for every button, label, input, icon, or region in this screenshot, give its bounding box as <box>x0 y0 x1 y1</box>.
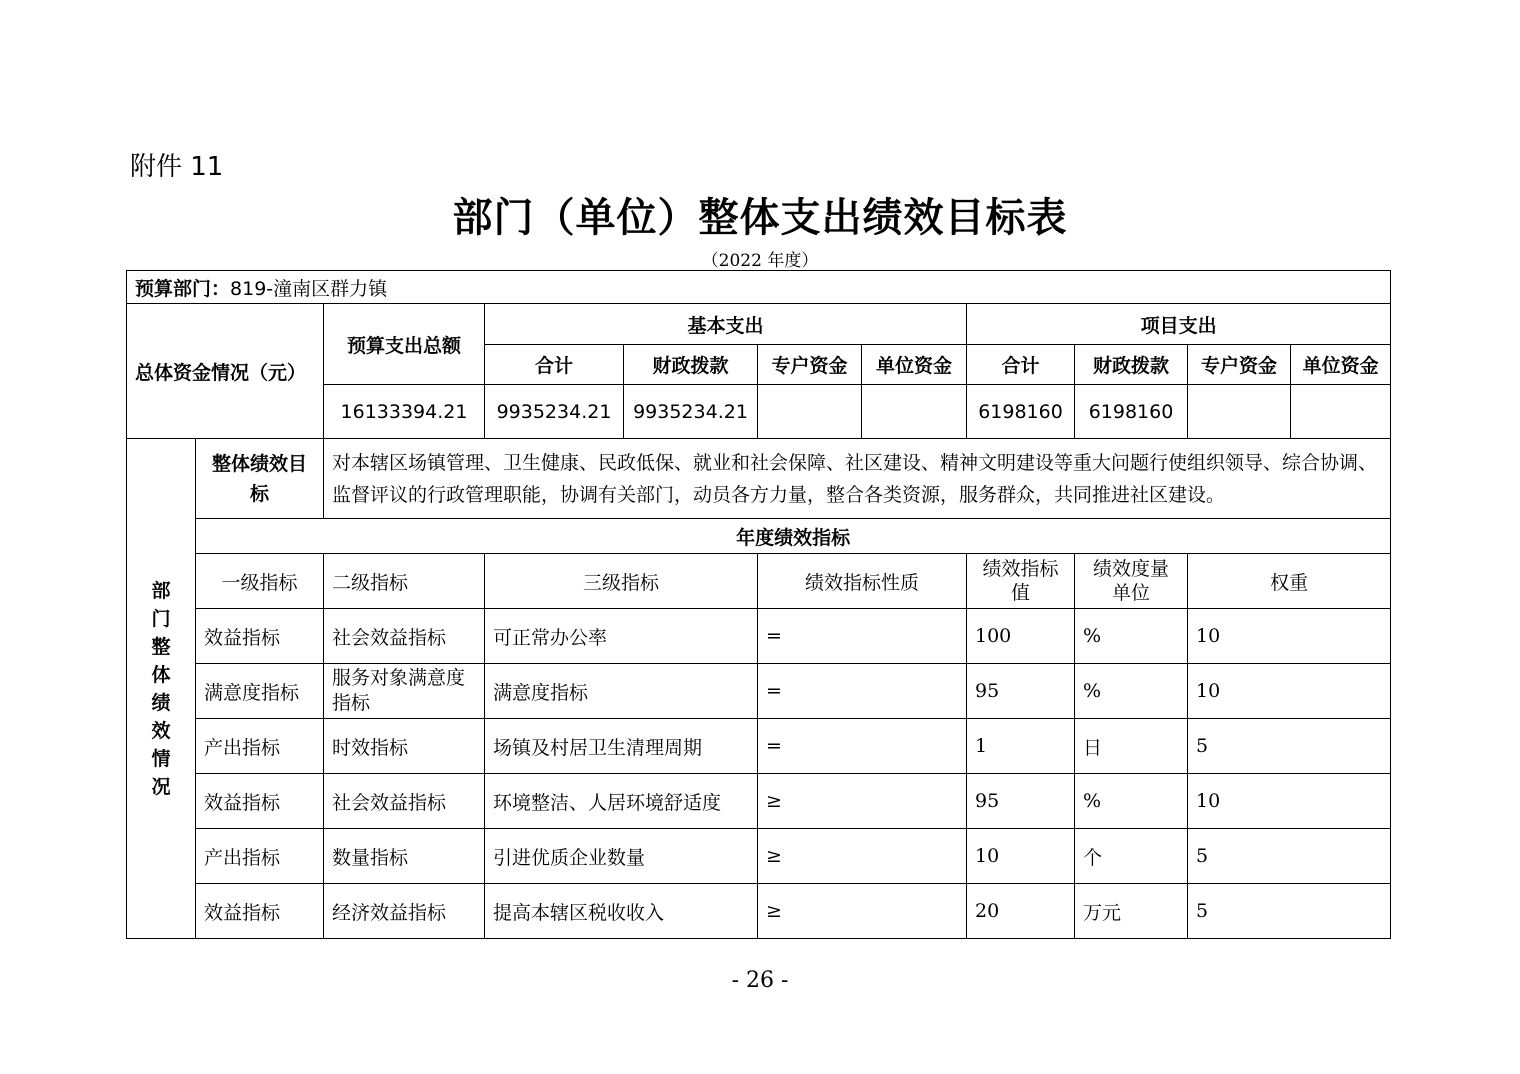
row-level3: 引进优质企业数量 <box>485 829 758 884</box>
project-fiscal-header: 财政拨款 <box>1075 345 1188 385</box>
col-level2: 二级指标 <box>324 554 485 609</box>
row-level1: 产出指标 <box>196 719 324 774</box>
row-value: 95 <box>967 664 1075 719</box>
row-weight: 10 <box>1188 774 1391 829</box>
goal-label: 整体绩效目 标 <box>196 439 324 519</box>
row-level3: 场镇及村居卫生清理周期 <box>485 719 758 774</box>
row-level1: 产出指标 <box>196 829 324 884</box>
project-fiscal-value: 6198160 <box>1075 385 1188 439</box>
project-total-value: 6198160 <box>967 385 1075 439</box>
budget-dept-value: 819-潼南区群力镇 <box>230 277 388 300</box>
table-row <box>127 829 1391 884</box>
annual-header-row <box>127 519 1391 554</box>
table-row <box>127 774 1391 829</box>
row-unit: % <box>1075 609 1188 664</box>
table-row <box>127 609 1391 664</box>
table-row <box>127 884 1391 939</box>
table-row <box>127 664 1391 719</box>
row-weight: 10 <box>1188 664 1391 719</box>
row-weight: 10 <box>1188 609 1391 664</box>
row-value: 20 <box>967 884 1075 939</box>
row-value: 1 <box>967 719 1075 774</box>
row-level2: 经济效益指标 <box>324 884 485 939</box>
row-weight: 5 <box>1188 829 1391 884</box>
annual-indicators-header: 年度绩效指标 <box>196 519 1391 554</box>
budget-dept-label: 预算部门： <box>135 277 231 300</box>
row-unit: 万元 <box>1075 884 1188 939</box>
col-unit: 绩效度量 单位 <box>1075 554 1188 609</box>
row-weight: 5 <box>1188 719 1391 774</box>
project-unit-header: 单位资金 <box>1291 345 1391 385</box>
row-weight: 5 <box>1188 884 1391 939</box>
funding-row-label: 总体资金情况（元） <box>127 304 324 439</box>
row-level2: 时效指标 <box>324 719 485 774</box>
row-level3: 可正常办公率 <box>485 609 758 664</box>
row-nature: = <box>758 719 967 774</box>
row-nature: ≥ <box>758 829 967 884</box>
total-budget-header: 预算支出总额 <box>324 304 485 385</box>
annex-label: 附件 11 <box>130 152 224 182</box>
indicator-columns-row <box>127 554 1391 609</box>
basic-fiscal-header: 财政拨款 <box>624 345 758 385</box>
basic-special-value <box>758 385 862 439</box>
row-level1: 效益指标 <box>196 884 324 939</box>
row-level3: 满意度指标 <box>485 664 758 719</box>
row-level2: 服务对象满意度指标 <box>324 664 485 719</box>
row-level1: 效益指标 <box>196 609 324 664</box>
project-special-value <box>1188 385 1291 439</box>
row-unit: 个 <box>1075 829 1188 884</box>
basic-unit-header: 单位资金 <box>862 345 967 385</box>
basic-total-value: 9935234.21 <box>485 385 624 439</box>
row-level3: 提高本辖区税收收入 <box>485 884 758 939</box>
col-level1: 一级指标 <box>196 554 324 609</box>
row-level3: 环境整洁、人居环境舒适度 <box>485 774 758 829</box>
row-level2: 数量指标 <box>324 829 485 884</box>
col-value: 绩效指标 值 <box>967 554 1075 609</box>
row-nature: = <box>758 664 967 719</box>
basic-total-header: 合计 <box>485 345 624 385</box>
row-level2: 社会效益指标 <box>324 609 485 664</box>
page-subtitle: （2022 年度） <box>701 251 819 271</box>
project-special-header: 专户资金 <box>1188 345 1291 385</box>
performance-target-table <box>126 270 1391 939</box>
goal-row <box>127 439 1391 519</box>
page-number: - 26 - <box>731 968 789 993</box>
col-weight: 权重 <box>1188 554 1391 609</box>
row-unit: 日 <box>1075 719 1188 774</box>
row-value: 10 <box>967 829 1075 884</box>
table-row <box>127 719 1391 774</box>
goal-text: 对本辖区场镇管理、卫生健康、民政低保、就业和社会保障、社区建设、精神文明建设等重大问题行使组织领导、综合协调、监督评议的行政管理职能，协调有关部门，动员各方力量，整合各类资源，服务群众，共同推进社区建设。 <box>324 439 1391 519</box>
row-level1: 满意度指标 <box>196 664 324 719</box>
col-level3: 三级指标 <box>485 554 758 609</box>
project-expense-header: 项目支出 <box>967 304 1391 345</box>
performance-side-label: 部 门 整 体 绩 效 情 况 <box>127 439 196 939</box>
project-unit-value <box>1291 385 1391 439</box>
row-unit: % <box>1075 664 1188 719</box>
col-nature: 绩效指标性质 <box>758 554 967 609</box>
budget-dept-cell <box>127 271 1391 304</box>
basic-unit-value <box>862 385 967 439</box>
row-value: 95 <box>967 774 1075 829</box>
basic-special-header: 专户资金 <box>758 345 862 385</box>
row-unit: % <box>1075 774 1188 829</box>
basic-fiscal-value: 9935234.21 <box>624 385 758 439</box>
row-level1: 效益指标 <box>196 774 324 829</box>
budget-dept-row <box>127 271 1391 304</box>
row-nature: ≥ <box>758 884 967 939</box>
row-nature: ≥ <box>758 774 967 829</box>
project-total-header: 合计 <box>967 345 1075 385</box>
total-budget-value: 16133394.21 <box>324 385 485 439</box>
row-nature: = <box>758 609 967 664</box>
basic-expense-header: 基本支出 <box>485 304 967 345</box>
page-title: 部门（单位）整体支出绩效目标表 <box>452 194 1068 241</box>
row-value: 100 <box>967 609 1075 664</box>
funding-header-row-1 <box>127 304 1391 345</box>
row-level2: 社会效益指标 <box>324 774 485 829</box>
